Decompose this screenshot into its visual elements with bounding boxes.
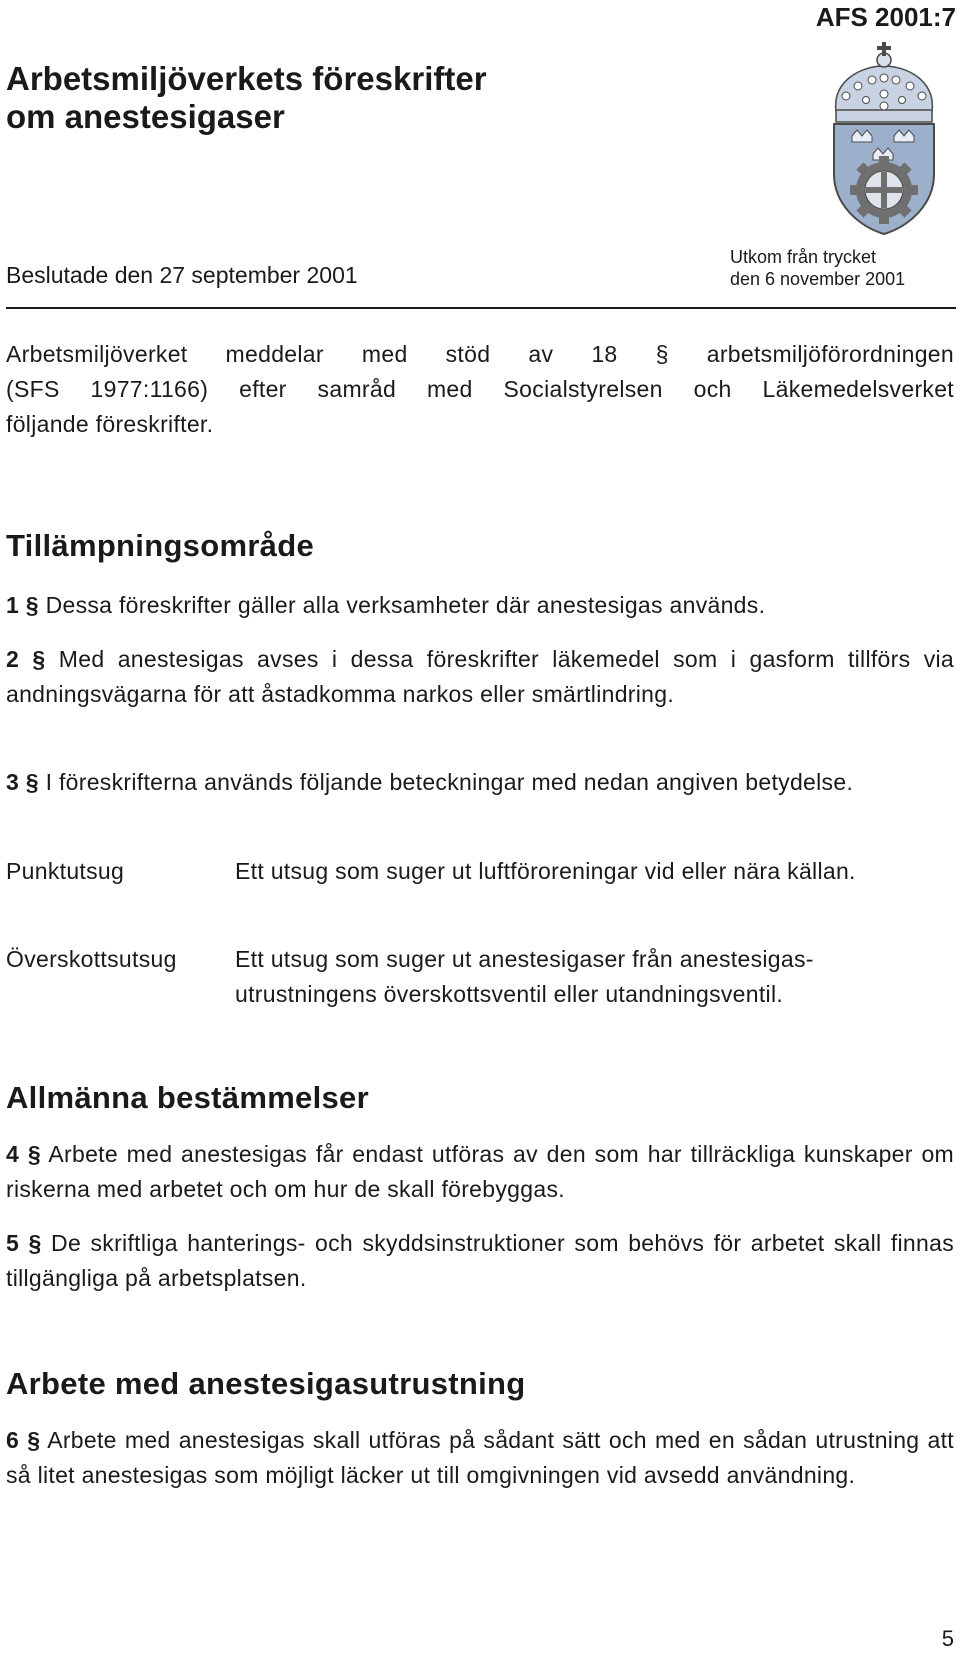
decision-date: Beslutade den 27 september 2001 — [6, 262, 358, 288]
page-number: 5 — [941, 1626, 954, 1651]
section-heading-general: Allmänna bestämmelser — [6, 1080, 369, 1115]
publication-date — [730, 246, 905, 290]
paragraph-number: 2 § — [6, 646, 46, 672]
publication-date-line-2: den 6 november 2001 — [730, 269, 906, 289]
paragraph-number: 3 § — [6, 769, 39, 795]
paragraph-text: Arbete med anestesigas får endast utföras av den som har tillräckliga kunskaper om riskerna med arbetet och om hur de skall förebyggas. — [6, 1141, 955, 1202]
title-line-1: Arbetsmiljöverkets föreskrifter — [6, 60, 487, 97]
publication-date-line-1: Utkom från trycket — [730, 247, 877, 267]
definition-term: Överskottsutsug — [6, 946, 177, 972]
paragraph-5 — [6, 1226, 954, 1296]
document-title — [6, 60, 487, 136]
definition-term: Punktutsug — [6, 858, 125, 884]
paragraph-number: 4 § — [6, 1141, 41, 1167]
definition-text: Ett utsug som suger ut anestesigaser från anestesigas-utrustningens överskottsventil eller utandningsventil. — [235, 946, 814, 1007]
intro-paragraph — [6, 337, 954, 442]
header-rule — [6, 307, 956, 309]
paragraph-1 — [6, 588, 954, 623]
paragraph-text: Arbete med anestesigas skall utföras på sådant sätt och med en sådan utrustning att så litet anestesigas som möjligt läcker ut till omgivningen vid avsedd användning. — [6, 1427, 954, 1488]
paragraph-number: 5 § — [6, 1230, 42, 1256]
paragraph-text: I föreskrifterna används följande beteckningar med nedan angiven betydelse. — [45, 769, 854, 795]
section-heading-scope: Tillämpningsområde — [6, 528, 314, 563]
paragraph-text: Med anestesigas avses i dessa föreskrifter läkemedel som i gasform tillförs via andningsvägarna för att åstadkomma narkos eller smärtlindring. — [6, 646, 955, 707]
coat-of-arms-icon — [822, 40, 946, 236]
section-heading-equipment: Arbete med anestesigasutrustning — [6, 1366, 526, 1401]
document-code: AFS 2001:7 — [815, 2, 956, 32]
intro-line-1: Arbetsmiljöverket meddelar med stöd av 18 § arbetsmiljöförordningen — [6, 341, 954, 367]
intro-line-3: följande föreskrifter. — [6, 411, 214, 437]
paragraph-number: 1 § — [6, 592, 39, 618]
paragraph-text: Dessa föreskrifter gäller alla verksamheter där anestesigas används. — [45, 592, 766, 618]
paragraph-text: De skriftliga hanterings- och skyddsinstruktioner som behövs för arbetet skall finnas tillgängliga på arbetsplatsen. — [6, 1230, 954, 1291]
intro-line-2: (SFS 1977:1166) efter samråd med Socialstyrelsen och Läkemedelsverket — [6, 376, 954, 402]
paragraph-3 — [6, 765, 954, 800]
paragraph-2 — [6, 642, 954, 712]
definition-text: Ett utsug som suger ut luftföroreningar vid eller nära källan. — [235, 858, 856, 884]
paragraph-4 — [6, 1137, 954, 1207]
paragraph-number: 6 § — [6, 1427, 41, 1453]
title-line-2: om anestesigaser — [6, 98, 285, 135]
paragraph-6 — [6, 1423, 954, 1493]
